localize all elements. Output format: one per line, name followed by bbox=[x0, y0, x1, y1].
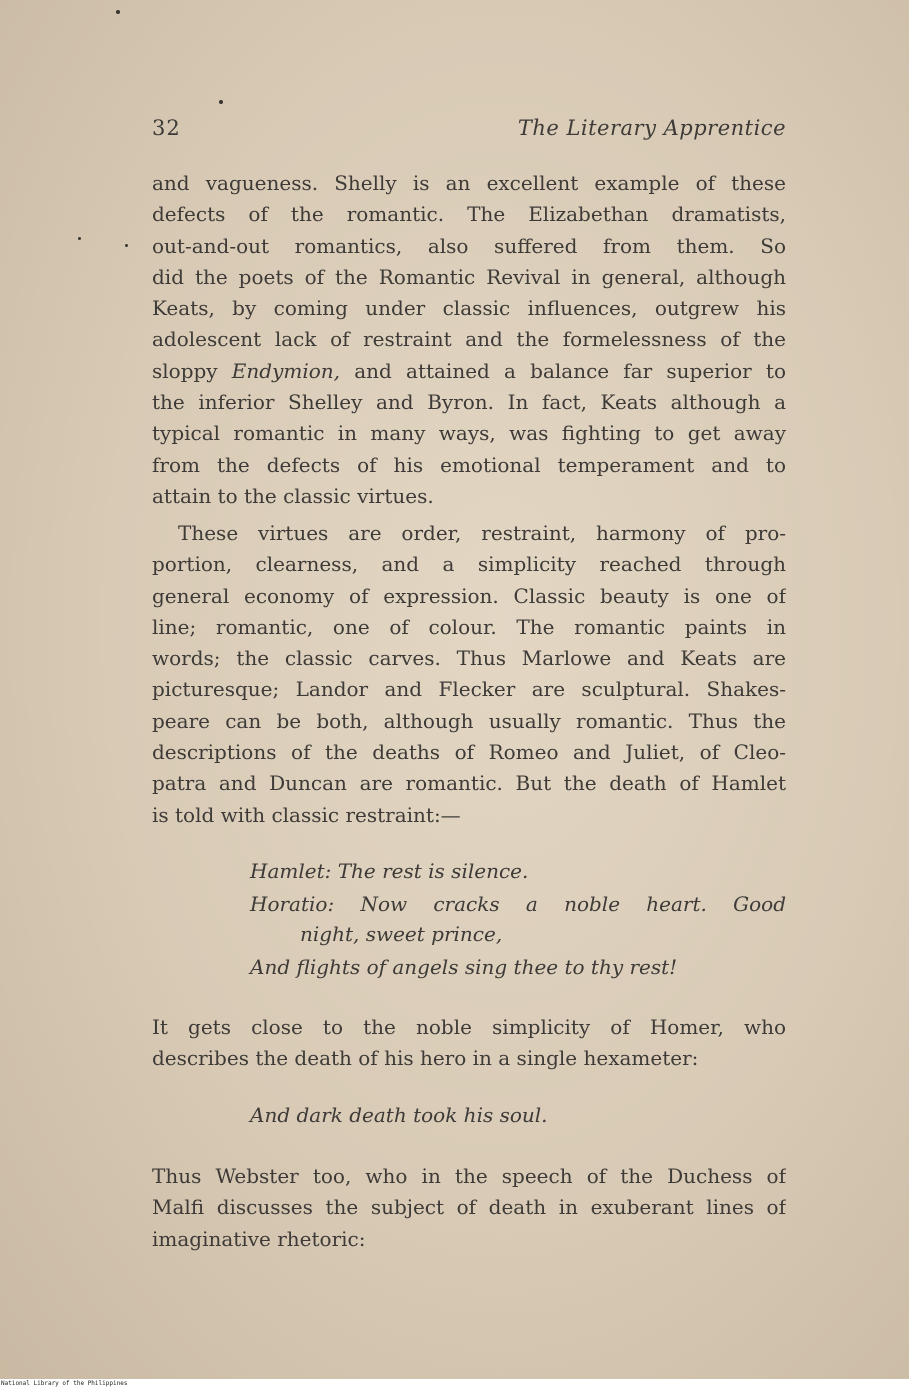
running-title: The Literary Apprentice bbox=[517, 116, 786, 140]
verse-line: Horatio: Now cracks a noble heart. Good bbox=[250, 892, 786, 916]
verse-line: Hamlet: The rest is silence. bbox=[250, 859, 529, 883]
text-line: It gets close to the noble simplicity of Homer, who bbox=[152, 1015, 786, 1039]
text-line: defects of the romantic. The Elizabethan dramatists, bbox=[152, 202, 786, 227]
text-line: These virtues are order, restraint, harmony of pro- bbox=[178, 521, 786, 545]
text-line: portion, clearness, and a simplicity reached through bbox=[152, 552, 786, 577]
text-line: peare can be both, although usually romantic. Thus the bbox=[152, 708, 786, 733]
text-line: the inferior Shelley and Byron. In fact, Keats although a bbox=[152, 390, 786, 415]
text-line: descriptions of the deaths of Romeo and Juliet, of Cleo- bbox=[152, 740, 786, 765]
text-line: attain to the classic virtues. bbox=[152, 483, 434, 508]
text-line: general economy of expression. Classic beauty is one of bbox=[152, 583, 786, 608]
text-line: is told with classic restraint:— bbox=[152, 802, 461, 827]
text-line: Keats, by coming under classic influences, outgrew his bbox=[152, 296, 786, 321]
ink-speck bbox=[116, 10, 120, 14]
text-line: adolescent lack of restraint and the formelessness of the bbox=[152, 327, 786, 352]
paragraph-3 bbox=[152, 1012, 786, 1075]
text-fragment: sloppy bbox=[152, 358, 232, 383]
text-line: imaginative rhetoric: bbox=[152, 1226, 366, 1251]
text-line: Thus Webster too, who in the speech of the Duchess of bbox=[152, 1164, 786, 1188]
text-line: patra and Duncan are romantic. But the death of Hamlet bbox=[152, 771, 786, 796]
text-line: out-and-out romantics, also suffered from them. So bbox=[152, 233, 786, 258]
ink-speck bbox=[125, 244, 128, 247]
verse-line: And dark death took his soul. bbox=[250, 1103, 548, 1127]
hamlet-quotation bbox=[250, 855, 786, 984]
text-line: picturesque; Landor and Flecker are sculptural. Shakes- bbox=[152, 677, 786, 702]
verse-line: night, sweet prince, bbox=[300, 922, 503, 946]
text-fragment: and attained a balance far superior to bbox=[340, 358, 786, 383]
text-line: and vagueness. Shelly is an excellent example of these bbox=[152, 171, 786, 195]
library-credit: National Library of the Philippines bbox=[0, 1379, 909, 1388]
page-number: 32 bbox=[152, 116, 181, 140]
text-line: did the poets of the Romantic Revival in general, although bbox=[152, 264, 786, 289]
text-line: Malfi discusses the subject of death in exuberant lines of bbox=[152, 1195, 786, 1220]
text-line bbox=[152, 356, 786, 387]
homer-quotation bbox=[250, 1099, 548, 1132]
paragraph-2 bbox=[152, 518, 786, 831]
text-line: typical romantic in many ways, was fighting to get away bbox=[152, 421, 786, 446]
text-line: words; the classic carves. Thus Marlowe and Keats are bbox=[152, 646, 786, 671]
running-head bbox=[152, 116, 786, 146]
ink-speck bbox=[78, 237, 81, 240]
paragraph-4 bbox=[152, 1161, 786, 1255]
text-line: from the defects of his emotional temperament and to bbox=[152, 452, 786, 477]
text-line: describes the death of his hero in a single hexameter: bbox=[152, 1046, 699, 1071]
paragraph-1 bbox=[152, 168, 786, 512]
book-title-endymion: Endymion, bbox=[231, 358, 341, 383]
ink-speck bbox=[219, 100, 223, 104]
verse-line: And flights of angels sing thee to thy rest! bbox=[250, 955, 678, 979]
text-line: line; romantic, one of colour. The romantic paints in bbox=[152, 614, 786, 639]
